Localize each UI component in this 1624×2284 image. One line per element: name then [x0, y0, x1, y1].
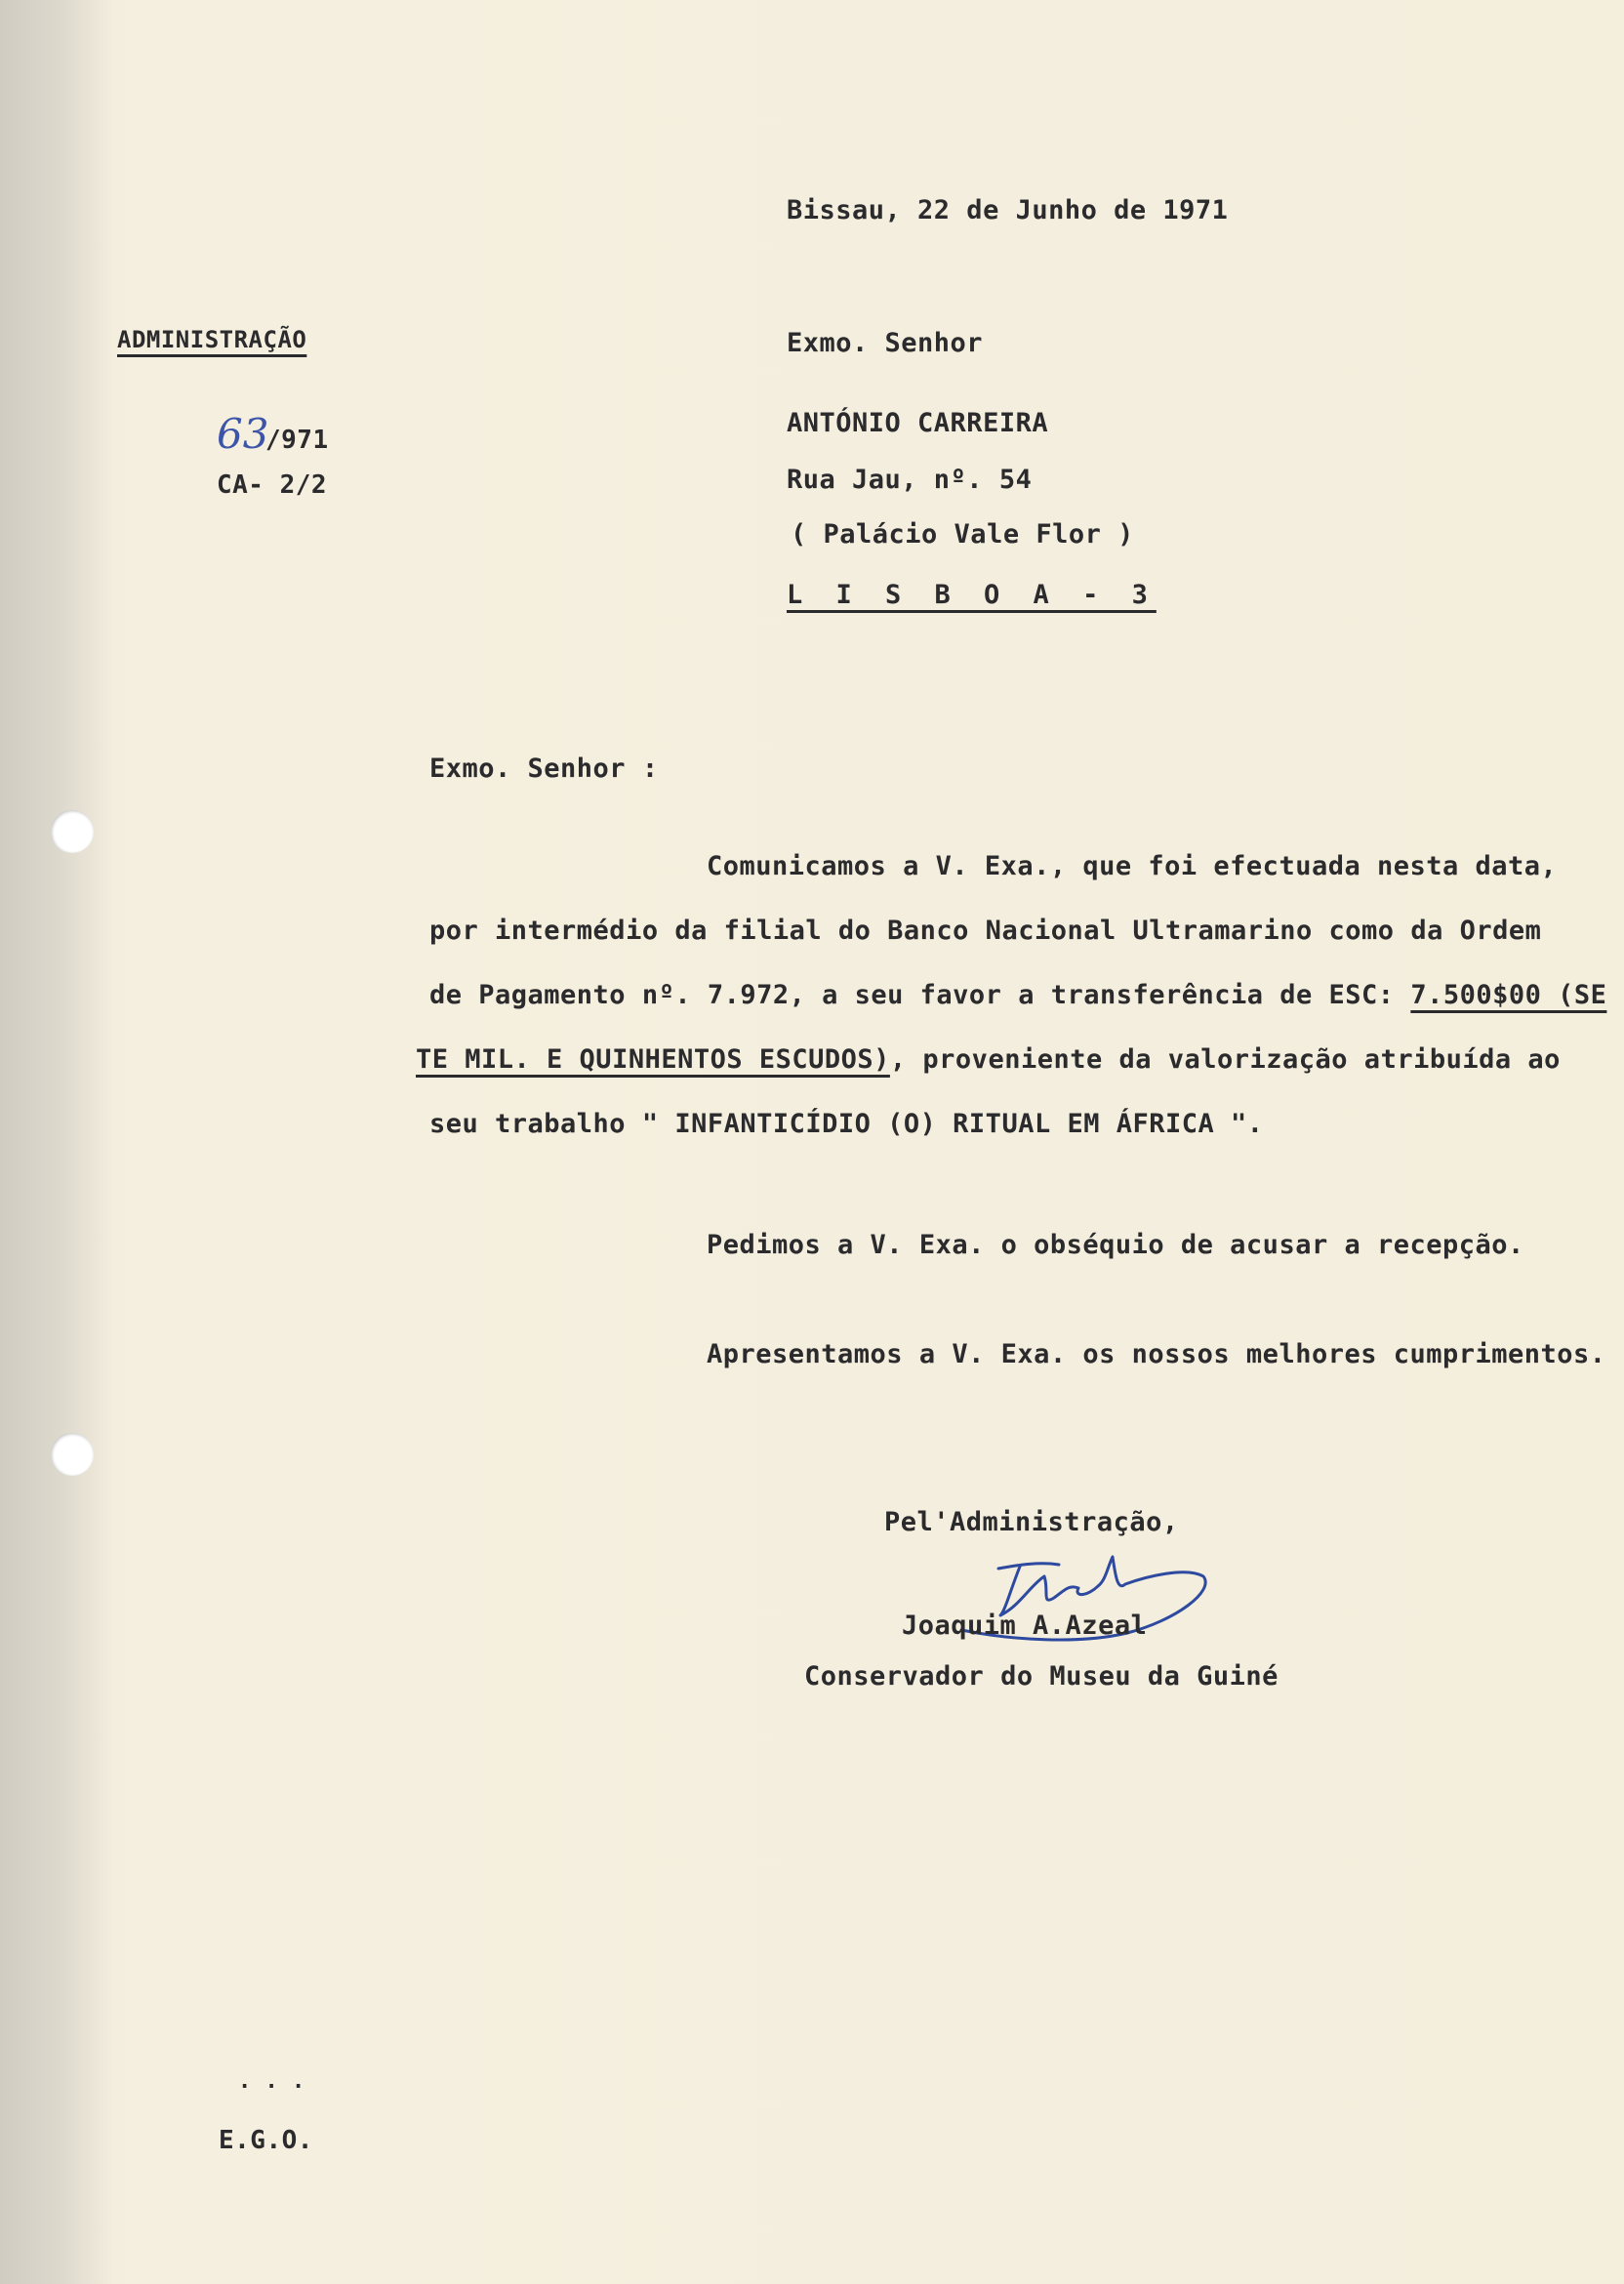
amount-figures: 7.500$00 (SE	[1410, 980, 1607, 1010]
body-line-5: seu trabalho " INFANTICÍDIO (O) RITUAL EM ÁFRICA ".	[429, 1109, 1264, 1139]
signer-name: Joaquim A.Azeal	[902, 1611, 1148, 1641]
place-date: Bissau, 22 de Junho de 1971	[787, 195, 1229, 225]
amount-words: TE MIL. E QUINHENTOS ESCUDOS)	[416, 1044, 890, 1075]
body-line-3-text: de Pagamento nº. 7.972, a seu favor a transferência de ESC:	[429, 980, 1395, 1010]
recipient-street: Rua Jau, nº. 54	[787, 465, 1033, 495]
body-line-1: Comunicamos a V. Exa., que foi efectuada nesta data,	[707, 851, 1558, 881]
closing-line: Apresentamos a V. Exa. os nossos melhores cumprimentos.	[707, 1339, 1606, 1369]
reference-code: CA- 2/2	[217, 470, 328, 500]
body-line-2: por intermédio da filial do Banco Nacional Ultramarino como da Ordem	[429, 916, 1542, 946]
recipient-building: ( Palácio Vale Flor )	[791, 519, 1134, 550]
recipient-name: ANTÓNIO CARREIRA	[787, 408, 1049, 438]
signoff: Pel'Administração,	[884, 1507, 1179, 1537]
body-line-4	[416, 1044, 1561, 1075]
typist-initials: E.G.O.	[219, 2126, 313, 2155]
reference-handwritten-number: 63	[217, 410, 269, 458]
reference-year: /971	[265, 426, 329, 455]
request-line: Pedimos a V. Exa. o obséquio de acusar a recepção.	[707, 1230, 1524, 1260]
signer-title: Conservador do Museu da Guiné	[804, 1661, 1279, 1692]
body-line-4-text: , proveniente da valorização atribuída ao	[889, 1044, 1561, 1075]
department-heading: ADMINISTRAÇÃO	[117, 326, 307, 353]
greeting: Exmo. Senhor :	[429, 754, 659, 784]
body-line-3	[429, 980, 1606, 1010]
recipient-city: L I S B O A - 3	[787, 580, 1157, 610]
salutation-header: Exmo. Senhor	[787, 328, 984, 358]
paper-left-edge	[0, 0, 115, 2284]
punch-hole-bottom	[51, 1433, 94, 1476]
ellipsis-marks: . . .	[238, 2069, 305, 2094]
punch-hole-top	[51, 810, 94, 853]
